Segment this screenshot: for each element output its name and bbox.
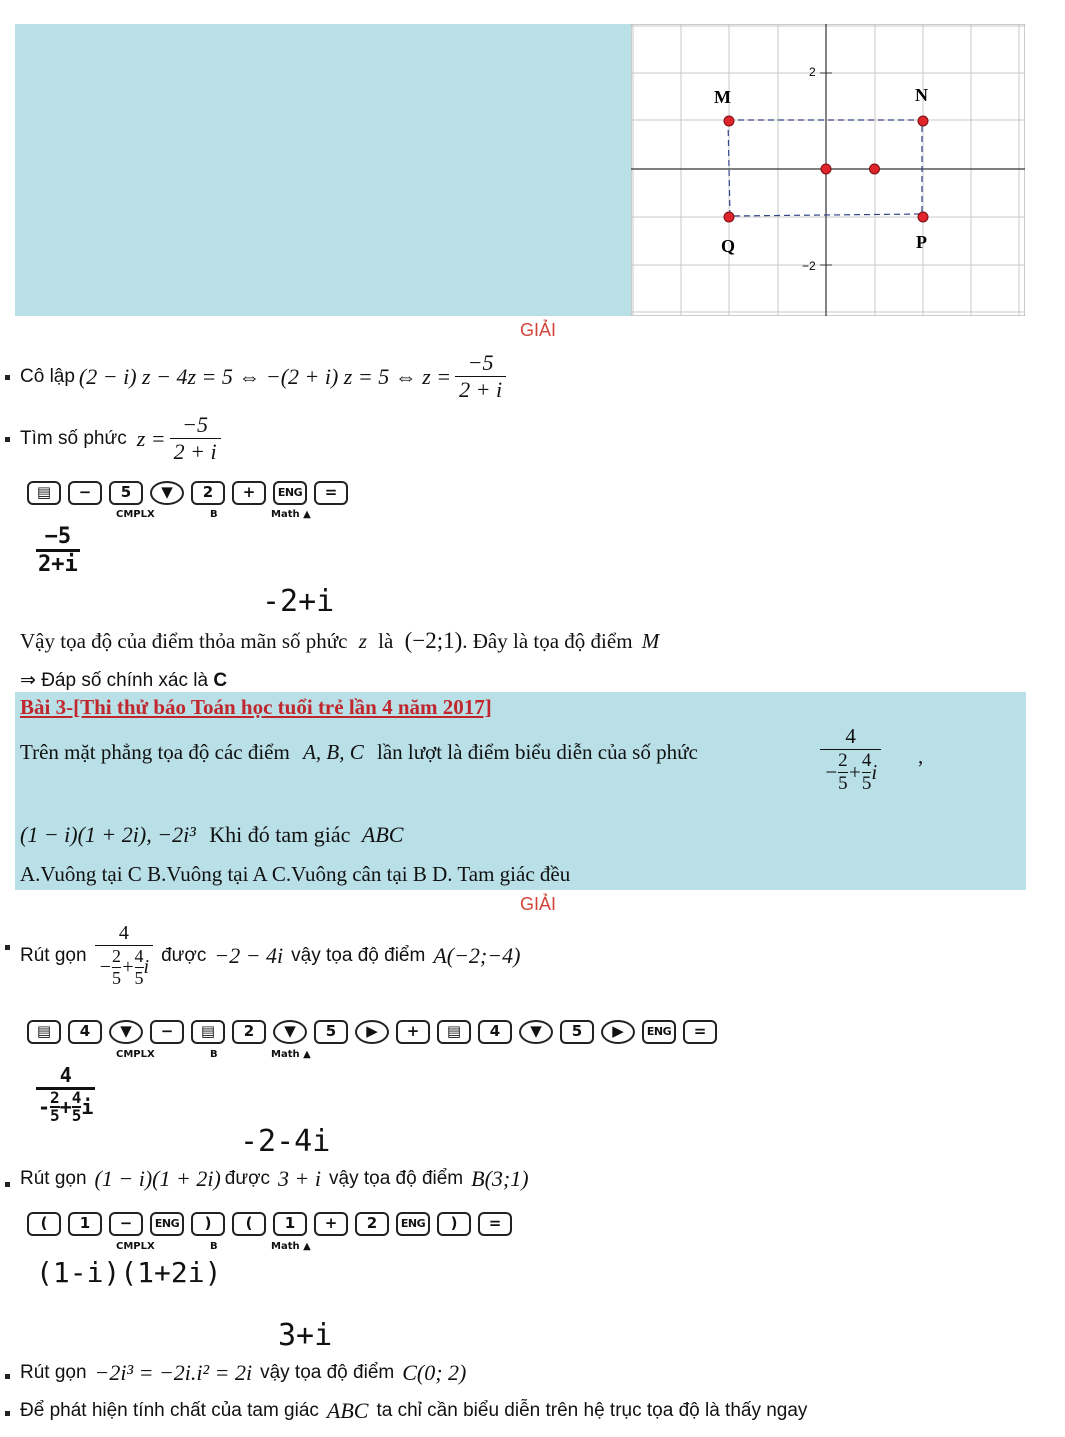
- calculator-key: ENG: [273, 481, 307, 505]
- label-P: P: [916, 232, 927, 252]
- label-math: Math ▲: [271, 509, 311, 520]
- final-line: Để phát hiện tính chất của tam giác ABC ta chỉ cần biểu diễn trên hệ trục tọa độ là thấy ngay: [20, 1398, 808, 1423]
- label-Q: Q: [721, 236, 736, 256]
- calculator-key: 1: [68, 1212, 102, 1236]
- calculator-key: =: [314, 481, 348, 505]
- isolate-line: [20, 350, 510, 403]
- calculator-key: ): [191, 1212, 225, 1236]
- problem3-line1: Trên mặt phẳng tọa độ các điểm A, B, C lần lượt là điểm biểu diễn của số phức: [20, 740, 698, 764]
- reduce-line-2: Rút gọn (1 − i)(1 + 2i) được 3 + i vậy tọa độ điểm B(3;1): [20, 1166, 529, 1191]
- calculator-keys-row-2: [27, 1020, 724, 1044]
- label-b: B: [210, 1049, 218, 1060]
- compound-denominator: − $\frac{2}{5}$ + $\frac{4}{5}$ i: [820, 749, 881, 795]
- calculator-key: 5: [109, 481, 143, 505]
- calculator-key: ▼: [150, 481, 184, 505]
- label-b: B: [210, 1241, 218, 1252]
- calculator-key: ▤: [437, 1020, 471, 1044]
- calculator-key: ▤: [191, 1020, 225, 1044]
- label-math: Math ▲: [271, 1049, 311, 1060]
- fraction: $\frac{-5}{2 + i}$: [455, 350, 506, 403]
- graph-point: [724, 212, 734, 222]
- top-blue-panel: [15, 24, 631, 316]
- reduce-fraction: 4 − $\frac{2}{5}$ + $\frac{4}{5}$ i: [95, 922, 154, 989]
- calculator-key: (: [232, 1212, 266, 1236]
- calculator-key: ▶: [601, 1020, 635, 1044]
- giai-heading-1: GIẢI: [520, 320, 557, 340]
- calculator-key: 4: [68, 1020, 102, 1044]
- conclusion-line: Vậy tọa độ của điểm thỏa mãn số phức z là (−2;1). Đây là tọa độ điểm M: [20, 628, 660, 653]
- calculator-key: 4: [478, 1020, 512, 1044]
- bullet: [5, 1411, 10, 1416]
- calculator-key: ENG: [642, 1020, 676, 1044]
- calculator-key: −: [150, 1020, 184, 1044]
- label-M: M: [714, 87, 731, 107]
- calculator-key: ENG: [396, 1212, 430, 1236]
- label-b: B: [210, 509, 218, 520]
- calculator-key: −: [68, 481, 102, 505]
- calculator-key: 5: [560, 1020, 594, 1044]
- tick-label-2: 2: [809, 65, 816, 79]
- reduce-line-3: Rút gọn −2i³ = −2i.i² = 2i vậy tọa độ điểm C(0; 2): [20, 1360, 467, 1385]
- calculator-keys-row-3: [27, 1212, 519, 1236]
- calculator-key: 2: [355, 1212, 389, 1236]
- calculator-key: −: [109, 1212, 143, 1236]
- bullet: [5, 1374, 10, 1379]
- calculator-keys-row-1: [27, 481, 355, 505]
- calculator-key: +: [232, 481, 266, 505]
- calculator-key: 5: [314, 1020, 348, 1044]
- tick-label-neg2: −2: [802, 259, 816, 273]
- calculator-key: ▤: [27, 481, 61, 505]
- fraction: $\frac{-5}{2 + i}$: [170, 412, 221, 465]
- find-line: [20, 412, 225, 465]
- isolate-math: (2 − i) z − 4z = 5 ⇔ −(2 + i) z = 5 ⇔ z =: [78, 363, 452, 389]
- graph-point: [724, 116, 734, 126]
- calculator-key: =: [478, 1212, 512, 1236]
- calculator-key: (: [27, 1212, 61, 1236]
- label-cmplx: CMPLX: [116, 509, 155, 520]
- calc-result-2: -2-4i: [240, 1124, 331, 1159]
- comma: ,: [918, 744, 924, 768]
- problem3-fraction: 4 − $\frac{2}{5}$ + $\frac{4}{5}$ i: [820, 724, 881, 795]
- graph-point: [918, 212, 928, 222]
- calculator-key: =: [683, 1020, 717, 1044]
- calculator-key: +: [396, 1020, 430, 1044]
- label-N: N: [915, 85, 928, 105]
- bullet: [5, 437, 10, 442]
- calculator-key: +: [314, 1212, 348, 1236]
- calculator-key: ): [437, 1212, 471, 1236]
- calculator-key: 2: [191, 481, 225, 505]
- reduce-line-1: Rút gọn 4 − $\frac{2}{5}$ + $\frac{4}{5}$ i được −2 − 4i vậy tọa độ điểm A(−2;−4): [20, 922, 521, 988]
- calculator-key: ▼: [273, 1020, 307, 1044]
- graph-point: [870, 164, 880, 174]
- calc-screen-fraction-2: 4 - 2 5 + $\frac{4}{5}$ i: [38, 1063, 94, 1125]
- calc-result-1: -2+i: [262, 584, 335, 619]
- problem3-title: Bài 3-[Thi thử báo Toán học tuổi trẻ lần 4 năm 2017]: [20, 695, 492, 719]
- bullet: [5, 375, 10, 380]
- calculator-key: ENG: [150, 1212, 184, 1236]
- calculator-key: ▼: [519, 1020, 553, 1044]
- graph-point: [821, 164, 831, 174]
- calculator-key: ▼: [109, 1020, 143, 1044]
- calculator-key: 1: [273, 1212, 307, 1236]
- find-math: z =: [136, 425, 166, 451]
- answer-line: ⇒ Đáp số chính xác là C: [20, 670, 228, 691]
- find-label: Tìm số phức: [20, 427, 127, 449]
- calculator-key: ▶: [355, 1020, 389, 1044]
- coordinate-graph: [631, 24, 1025, 316]
- bullet: [5, 945, 10, 950]
- isolate-label: Cô lập: [20, 365, 75, 387]
- bullet: [5, 1182, 10, 1187]
- problem3-options: A.Vuông tại C B.Vuông tại A C.Vuông cân tại B D. Tam giác đều: [20, 862, 571, 886]
- graph-point: [918, 116, 928, 126]
- calc-result-3: 3+i: [278, 1318, 333, 1353]
- calculator-key: ▤: [27, 1020, 61, 1044]
- label-cmplx: CMPLX: [116, 1049, 155, 1060]
- calculator-key: 2: [232, 1020, 266, 1044]
- calc-screen-3: (1-i)(1+2i): [36, 1256, 222, 1289]
- label-cmplx: CMPLX: [116, 1241, 155, 1252]
- giai-heading-2: GIẢI: [520, 894, 557, 914]
- calc-screen-fraction-1: −5 2+i: [38, 524, 78, 577]
- label-math: Math ▲: [271, 1241, 311, 1252]
- problem3-line2: (1 − i)(1 + 2i), −2i³ Khi đó tam giác ABC: [20, 822, 404, 847]
